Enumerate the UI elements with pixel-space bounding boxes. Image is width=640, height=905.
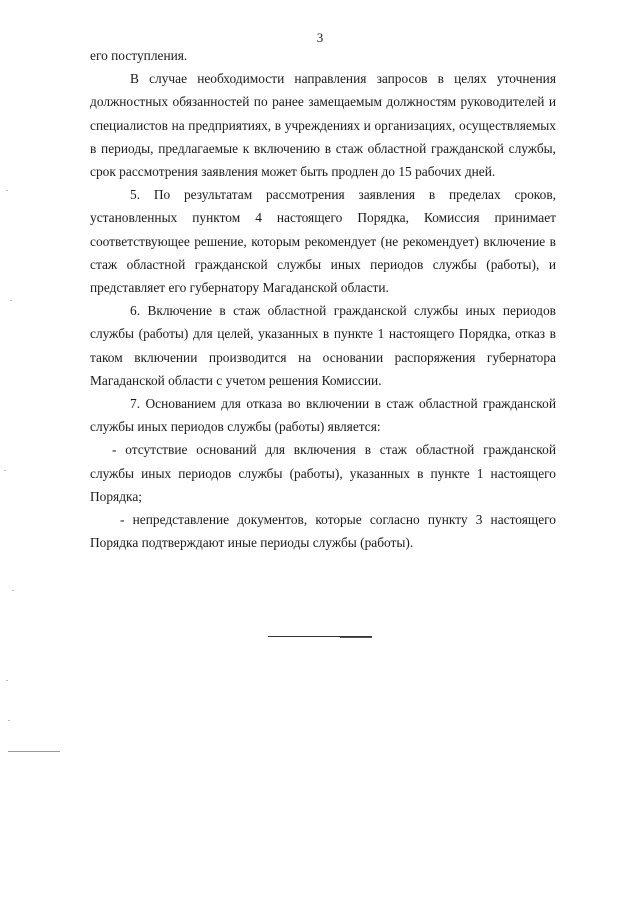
paragraph-item-7: 7. Основанием для отказа во включении в стаж областной гражданской службы иных периодов службы (работы) является: xyxy=(90,396,556,435)
scan-speck xyxy=(12,590,14,591)
scan-speck xyxy=(4,470,6,471)
scan-speck xyxy=(6,680,8,681)
page-number: 3 xyxy=(316,30,324,45)
list-item-no-grounds: - отсутствие оснований для включения в стаж областной гражданской службы иных периодов службы (работы), указанных в пункте 1 настоящего Порядка; xyxy=(90,442,556,504)
paragraph-request-extension: В случае необходимости направления запросов в целях уточнения должностных обязанностей по ранее замещаемым должностям руководителей и специалистов на предприятиях, в учреждениях и организациях, осуществляемых в периоды, предлагаемые к включению в стаж областной гражданской службы, срок рассмотрения заявления может быть продлен до 15 рабочих дней. xyxy=(90,71,556,180)
scan-speck xyxy=(10,300,12,301)
scan-speck xyxy=(6,190,8,191)
paragraph-continuation: его поступления. xyxy=(90,48,188,63)
paragraph-item-6: 6. Включение в стаж областной гражданской службы иных периодов службы (работы) для целей, указанных в пункте 1 настоящего Порядка, отказ в таком включении производится на основании распоряжения губернатора Магаданской области с учетом решения Комиссии. xyxy=(90,303,556,388)
list-item-no-documents: - непредставление документов, которые согласно пункту 3 настоящего Порядка подтверждают иные периоды службы (работы). xyxy=(90,512,556,551)
document-body xyxy=(90,44,556,554)
margin-rule xyxy=(8,751,60,752)
end-of-document-rule xyxy=(268,636,372,637)
paragraph-item-5: 5. По результатам рассмотрения заявления в пределах сроков, установленных пунктом 4 настоящего Порядка, Комиссия принимает соответствующее решение, которым рекомендует (не рекомендует) включение в стаж областной гражданской службы иных периодов службы (работы), и представляет его губернатору Магаданской области. xyxy=(90,187,556,296)
scan-margin-marks xyxy=(0,0,70,905)
scan-speck xyxy=(8,720,10,721)
